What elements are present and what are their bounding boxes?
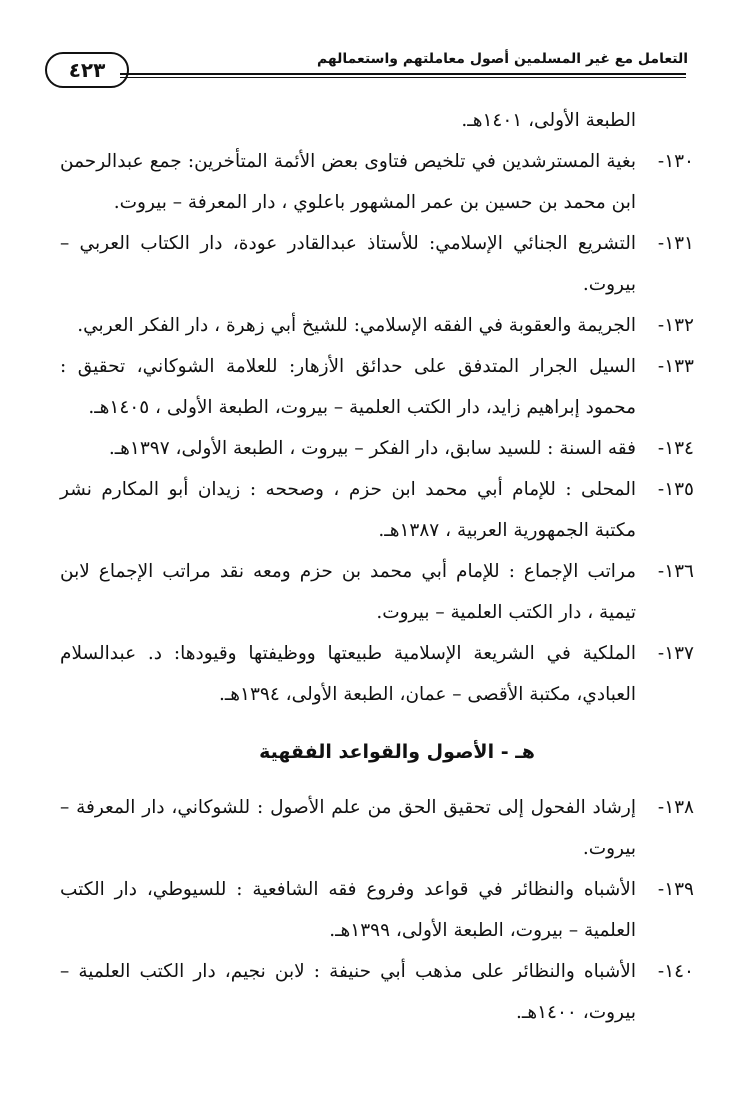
entry-number: ١٣٤- <box>657 438 694 459</box>
entry-text: الملكية في الشريعة الإسلامية طبيعتها ووظيفتها وقيودها: د. عبدالسلام العبادي، مكتبة الأقصى – عمان، الطبعة الأولى، ١٣٩٤هـ. <box>60 643 636 705</box>
entry-text: الأشباه والنظائر في قواعد وفروع فقه الشافعية : للسيوطي، دار الكتب العلمية – بيروت، الطبعة الأولى، ١٣٩٩هـ. <box>60 879 636 941</box>
entry-text: السيل الجرار المتدفق على حدائق الأزهار: للعلامة الشوكاني، تحقيق : محمود إبراهيم زايد، دار الكتب العلمية – بيروت، الطبعة الأولى ، ١٤٠٥هـ. <box>60 356 636 418</box>
bibliography-entry <box>60 141 694 223</box>
bibliography-list-b <box>60 787 694 1033</box>
bibliography-body <box>60 100 694 1033</box>
entry-number: ١٣٨- <box>657 797 694 818</box>
entry-number: ١٣٧- <box>657 643 694 664</box>
entry-text: بغية المسترشدين في تلخيص فتاوى بعض الأئمة المتأخرين: جمع عبدالرحمن ابن محمد بن حسين بن عمر المشهور باعلوي ، دار المعرفة – بيروت. <box>60 151 636 213</box>
entry-text: إرشاد الفحول إلى تحقيق الحق من علم الأصول : للشوكاني، دار المعرفة – بيروت. <box>60 797 636 859</box>
entry-number: ١٣٦- <box>657 561 694 582</box>
entry-text: مراتب الإجماع : للإمام أبي محمد بن حزم ومعه نقد مراتب الإجماع لابن تيمية ، دار الكتب العلمية – بيروت. <box>60 561 636 623</box>
page-number: ٤٢٣ <box>45 52 129 88</box>
continuation-line: الطبعة الأولى، ١٤٠١هـ. <box>461 110 636 131</box>
entry-text: الأشباه والنظائر على مذهب أبي حنيفة : لابن نجيم، دار الكتب العلمية – بيروت، ١٤٠٠هـ. <box>60 961 636 1023</box>
entry-text: فقه السنة : للسيد سابق، دار الفكر – بيروت ، الطبعة الأولى، ١٣٩٧هـ. <box>108 438 636 459</box>
bibliography-entry <box>60 787 694 869</box>
entry-number: ١٣٣- <box>657 356 694 377</box>
header-rule-thin <box>120 77 686 78</box>
entry-number: ١٣١- <box>657 233 694 254</box>
bibliography-entry <box>60 551 694 633</box>
bibliography-entry <box>60 469 694 551</box>
bibliography-entry <box>60 346 694 428</box>
running-title: التعامل مع غير المسلمين أصول معاملتهم واستعمالهم <box>316 51 688 67</box>
bibliography-list-a <box>60 141 694 715</box>
entry-number: ١٣٥- <box>657 479 694 500</box>
entry-text: المحلى : للإمام أبي محمد ابن حزم ، وصححه : زيدان أبو المكارم نشر مكتبة الجمهورية العربية ، ١٣٨٧هـ. <box>60 479 636 541</box>
bibliography-entry <box>60 223 694 305</box>
entry-text: الجريمة والعقوبة في الفقه الإسلامي: للشيخ أبي زهرة ، دار الفكر العربي. <box>77 315 636 336</box>
bibliography-entry <box>60 305 694 346</box>
section-heading: هـ - الأصول والقواعد الفقهية <box>259 741 535 763</box>
entry-number: ١٤٠- <box>657 961 694 982</box>
header-rule <box>120 73 686 75</box>
bibliography-entry <box>60 951 694 1033</box>
bibliography-entry <box>60 633 694 715</box>
entry-number: ١٣٩- <box>657 879 694 900</box>
bibliography-entry <box>60 869 694 951</box>
bibliography-entry <box>60 428 694 469</box>
page-header <box>0 40 754 96</box>
entry-text: التشريع الجنائي الإسلامي: للأستاذ عبدالقادر عودة، دار الكتاب العربي – بيروت. <box>60 233 636 295</box>
entry-number: ١٣٢- <box>657 315 694 336</box>
entry-number: ١٣٠- <box>657 151 694 172</box>
